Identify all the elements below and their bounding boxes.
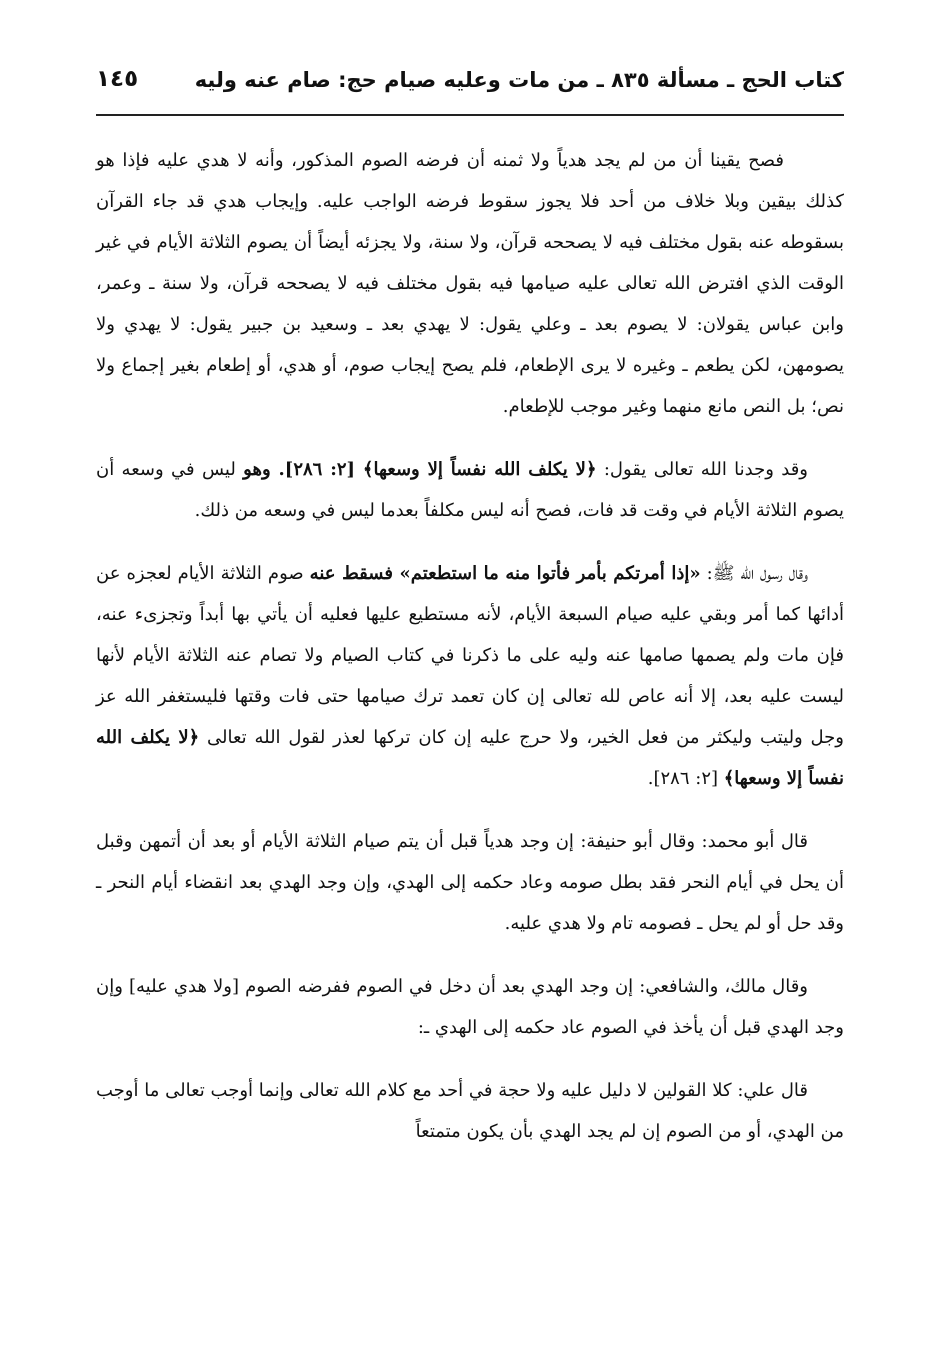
paragraph-4-text: قال أبو محمد: وقال أبو حنيفة: إن وجد هدياً قبل أن يتم صيام الثلاثة الأيام أو بعد أن أتمهن وقبل أن يحل في أيام النحر فقد بطل صومه وعاد حكمه إلى الهدي، وإن وجد الهدي بعد انقضاء أيام النحر ـ وقد حل أو لم يحل ـ فصومه تام ولا هدي عليه. <box>96 831 844 934</box>
paragraph-3-ref: [٢: ٢٨٦]. <box>647 768 724 789</box>
header-rule <box>96 114 844 116</box>
paragraph-2-intro: وقد وجدنا الله تعالى يقول: <box>596 459 809 480</box>
paragraph-1 <box>96 140 844 427</box>
paragraph-5-text: وقال مالك، والشافعي: إن وجد الهدي بعد أن دخل في الصوم ففرضه الصوم [ولا هدي عليه] وإن وجد الهدي قبل أن يأخذ في الصوم عاد حكمه إلى الهدي ـ: <box>96 976 844 1038</box>
quran-quote-2: ﴿لا يكلف الله نفساً إلا وسعها﴾ <box>96 727 844 789</box>
paragraph-3-intro: وقال رسول الله ﷺ: <box>700 563 808 584</box>
paragraph-3 <box>96 553 844 799</box>
paragraph-2 <box>96 449 844 531</box>
body-text <box>96 140 844 1152</box>
quran-quote: ﴿لا يكلف الله نفساً إلا وسعها﴾ [٢: ٢٨٦]. وهو <box>243 459 597 480</box>
paragraph-6-text: قال علي: كلا القولين لا دليل عليه ولا حجة في أحد مع كلام الله تعالى وإنما أوجب تعالى ما أوجب من الهدي، أو من الصوم إن لم يجد الهدي بأن يكون متمتعاً <box>96 1080 844 1142</box>
page-number: ١٤٥ <box>96 66 139 92</box>
paragraph-4 <box>96 821 844 944</box>
paragraph-2-rest: ليس في وسعه أن يصوم الثلاثة الأيام في وقت قد فات، فصح أنه ليس مكلفاً بعدما ليس في وسعه من ذلك. <box>96 459 844 521</box>
running-header <box>96 64 844 108</box>
hadith-quote: «إذا أمرتكم بأمر فأتوا منه ما استطعتم» فسقط عنه <box>309 563 701 584</box>
paragraph-6 <box>96 1070 844 1152</box>
paragraph-3-body: صوم الثلاثة الأيام لعجزه عن أدائها كما أمر وبقي عليه صيام السبعة الأيام، لأنه مستطيع عليها فعليه أن يأتي بها أبداً وتجزىء عنه، فإن مات ولم يصمها صامها عنه وليه على ما ذكرنا في كتاب الصيام ولا تصام عنه الثلاثة الأيام لأنها ليست عليه بعد، إلا أنه عاص لله تعالى إن كان تعمد ترك صيامها حتى فات وقتها فليستغفر الله عز وجل وليتب وليكثر من فعل الخير، ولا حرج عليه إن كان تركها لعذر لقول الله تعالى <box>96 563 845 748</box>
paragraph-1-text: فصح يقينا أن من لم يجد هدياً ولا ثمنه أن فرضه الصوم المذكور، وأنه لا هدي عليه فإذا هو كذلك بيقين وبلا خلاف من أحد فلا يجوز سقوط فرضه الواجب عليه. وإيجاب هدي قد جاء القرآن بسقوطه عنه بقول مختلف فيه لا يصححه قرآن، ولا سنة، ولا يجزئه أيضاً أن يصوم الثلاثة الأيام في غير الوقت الذي افترض الله تعالى عليه صيامها فيه بقول مختلف فيه لا يصححه قرآن، ولا سنة ـ وعمر، وابن عباس يقولان: لا يصوم بعد ـ وعلي يقول: لا يهدي بعد ـ وسعيد بن جبير يقول: لا يهدي ولا يصومهن، لكن يطعم ـ وغيره لا يرى الإطعام، فلم يصح إيجاب صوم، أو هدي، أو إطعام بغير إجماع ولا نص؛ بل النص مانع منهما وغير موجب للإطعام. <box>96 150 844 417</box>
paragraph-5 <box>96 966 844 1048</box>
running-title: كتاب الحج ـ مسألة ٨٣٥ ـ من مات وعليه صيام حج: صام عنه وليه <box>194 68 844 92</box>
